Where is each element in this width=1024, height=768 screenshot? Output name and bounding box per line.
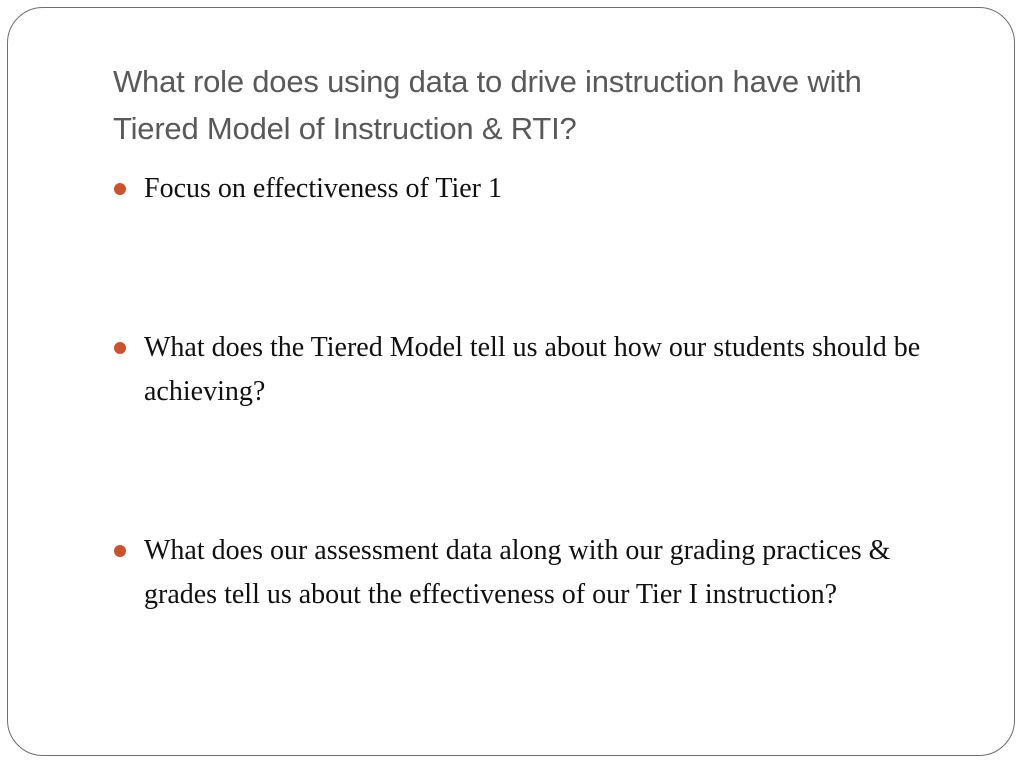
bullet-dot-icon — [114, 183, 126, 195]
bullet-dot-icon — [114, 545, 126, 557]
bullet-text: What does our assessment data along with our grading practices & grades tell us about the effectiveness of our Tier I instruction? — [144, 535, 891, 610]
bullet-item — [114, 326, 964, 414]
bullet-text: What does the Tiered Model tell us about how our students should be achieving? — [144, 332, 921, 407]
bullet-item — [114, 529, 964, 617]
slide-title: What role does using data to drive instruction have with Tiered Model of Instruction & RTI? — [113, 64, 862, 146]
bullet-dot-icon — [114, 342, 126, 354]
bullet-text: Focus on effectiveness of Tier 1 — [144, 173, 502, 204]
bullet-item — [114, 167, 964, 211]
